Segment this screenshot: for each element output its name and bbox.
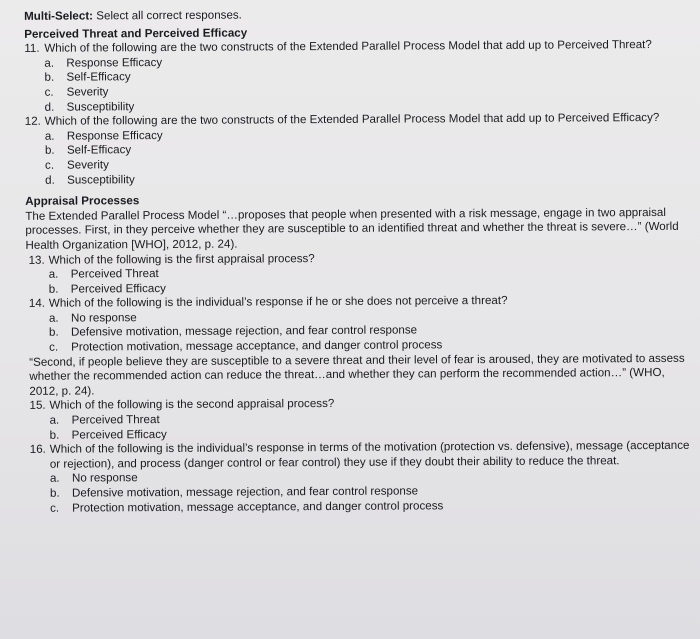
option-letter: d. xyxy=(45,173,55,187)
question-number: 12. xyxy=(24,114,41,129)
question-text: Which of the following is the individual’s response if he or she does not perceive a threat? xyxy=(48,294,508,310)
option-letter: b. xyxy=(44,144,55,158)
option-letter: a. xyxy=(48,267,59,281)
option-d[interactable] xyxy=(25,169,700,188)
option-text: Perceived Efficacy xyxy=(70,281,166,296)
appraisal-paragraph: The Extended Parallel Process Model “…proposes that people when presented with a risk message, engage in two appraisal processes. First, in they perceive whether they are susceptible to an identified threat and whether the threat is severe…” (World Health Organization [WHO], 2012, p. 24). xyxy=(25,205,679,252)
question-number: 11. xyxy=(24,41,40,56)
question-13 xyxy=(26,249,700,297)
option-letter: b. xyxy=(48,326,59,340)
option-letter: c. xyxy=(49,340,59,354)
option-letter: a. xyxy=(44,56,55,70)
multi-select-text: Select all correct responses. xyxy=(92,8,242,23)
option-letter: a. xyxy=(44,129,55,143)
section-title-appraisal: Appraisal Processes xyxy=(25,194,140,208)
option-letter: c. xyxy=(50,501,60,515)
option-letter: b. xyxy=(48,282,59,296)
option-letter: a. xyxy=(49,413,60,427)
option-text: No response xyxy=(71,471,138,485)
question-text: Which of the following is the individual’s response in terms of the motivation (protection vs. defensive), message (acceptance or rejection), and process (danger control or fear control) they use if they doubt their ability to reduce the threat. xyxy=(49,439,690,471)
question-text: Which of the following is the second appraisal process? xyxy=(49,397,335,413)
option-text: Defensive motivation, message rejection, and fear control response xyxy=(71,484,419,500)
question-number: 16. xyxy=(29,442,46,457)
option-text: Susceptibility xyxy=(66,99,135,114)
option-text: No response xyxy=(70,311,137,325)
option-letter: a. xyxy=(48,311,59,325)
option-text: Perceived Threat xyxy=(71,413,160,427)
option-letter: d. xyxy=(44,100,55,114)
question-14 xyxy=(26,293,700,356)
option-text: Severity xyxy=(66,158,109,172)
option-letter: b. xyxy=(49,486,60,500)
option-letter: c. xyxy=(44,158,55,172)
option-letter: b. xyxy=(44,71,55,85)
instructions-line xyxy=(24,6,700,25)
option-text: Protection motivation, message acceptance, and danger control process xyxy=(71,338,443,354)
option-text: Defensive motivation, message rejection, and fear control response xyxy=(70,323,418,340)
option-text: Perceived Threat xyxy=(70,267,159,281)
question-15 xyxy=(26,395,700,443)
option-text: Protection motivation, message acceptance, and danger control process xyxy=(72,498,444,515)
question-text: Which of the following are the two constructs of the Extended Parallel Process Model that add up to Perceived Threat? xyxy=(44,38,652,55)
option-text: Perceived Efficacy xyxy=(71,427,167,442)
question-text: Which of the following is the first appraisal process? xyxy=(48,251,315,267)
second-appraisal-quote: “Second, if people believe they are susceptible to a severe threat and their level of fear is aroused, they are motivated to assess whether the recommended action can reduce the threat…and whether they can perform the recommended action…” (WHO, 2012, p. 24). xyxy=(29,351,685,398)
question-text: Which of the following are the two constructs of the Extended Parallel Process Model that add up to Perceived Efficacy? xyxy=(44,111,660,128)
option-letter: c. xyxy=(44,85,54,99)
question-number: 13. xyxy=(28,253,45,267)
option-text: Self-Efficacy xyxy=(66,70,131,84)
section-title-threat-efficacy: Perceived Threat and Perceived Efficacy xyxy=(24,26,248,41)
option-text: Response Efficacy xyxy=(66,128,163,143)
option-letter: a. xyxy=(49,472,60,486)
question-number: 14. xyxy=(28,297,46,311)
option-text: Severity xyxy=(66,85,109,99)
question-number: 15. xyxy=(29,399,46,413)
question-16 xyxy=(27,439,700,516)
question-12 xyxy=(25,111,700,188)
multi-select-label: Multi-Select: xyxy=(24,9,94,23)
option-c[interactable] xyxy=(30,497,700,516)
option-text: Response Efficacy xyxy=(66,55,163,70)
option-letter: b. xyxy=(49,428,60,442)
question-11 xyxy=(24,38,700,115)
option-text: Self-Efficacy xyxy=(66,143,132,157)
option-text: Susceptibility xyxy=(67,172,135,187)
